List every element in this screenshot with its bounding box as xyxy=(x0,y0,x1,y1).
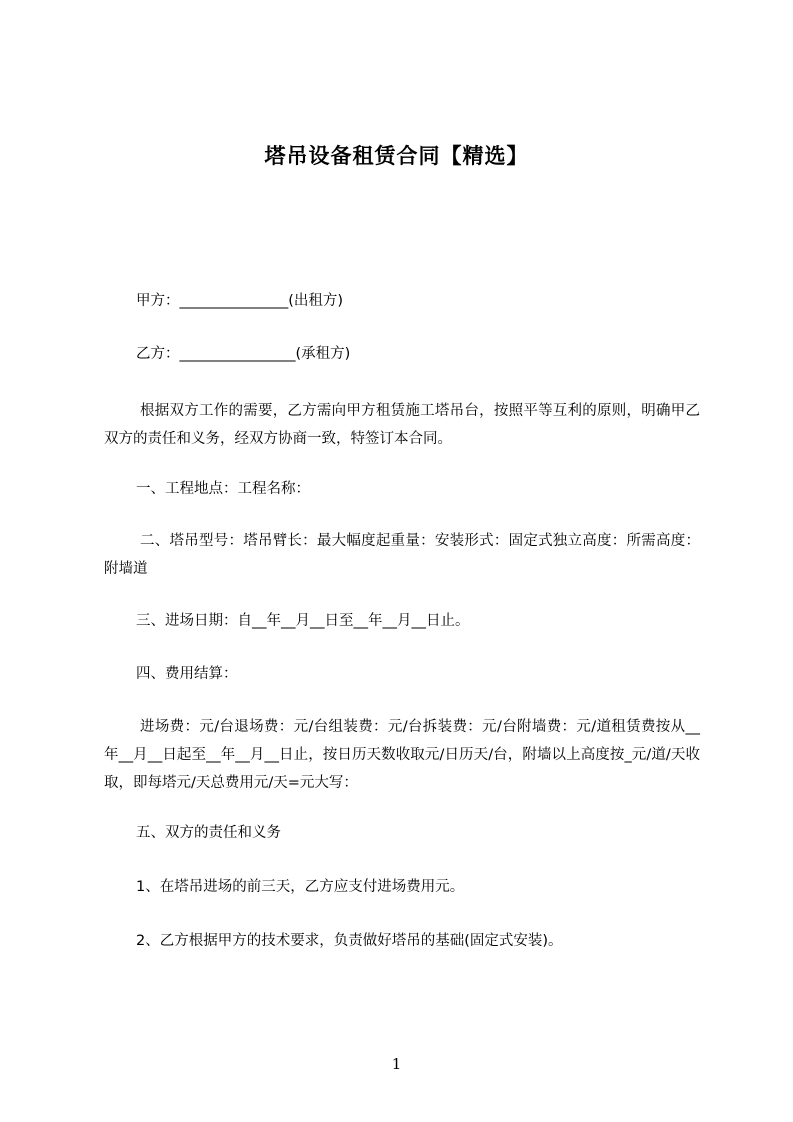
item-1-paragraph: 1、在塔吊进场的前三天，乙方应支付进场费用元。 xyxy=(136,879,465,895)
section-5-heading: 五、双方的责任和义务 xyxy=(136,825,281,841)
fees-paragraph: 进场费：元/台退场费：元/台组装费：元/台拆装费：元/台附墙费：元/道租赁费按从__年__月__日起至__年__月__日止，按日历天数收取元/日历天/台，附墙以上高度按_元/道/天收取，即每塔元/天总费用元/天=元大写： xyxy=(104,719,700,791)
section-4-heading: 四、费用结算： xyxy=(136,666,238,682)
item-2-paragraph: 2、乙方根据甲方的技术要求，负责做好塔吊的基础(固定式安装)。 xyxy=(136,933,563,949)
party-a-line: 甲方：_______________(出租方) xyxy=(136,293,344,309)
intro-paragraph: 根据双方工作的需要，乙方需向甲方租赁施工塔吊台，按照平等互利的原则，明确甲乙双方的责任和义务，经双方协商一致，特签订本合同。 xyxy=(104,403,700,447)
section-3-paragraph: 三、进场日期：自__年__月__日至__年__月__日止。 xyxy=(136,613,470,629)
page-number: 1 xyxy=(391,1055,402,1073)
section-2-paragraph: 二、塔吊型号：塔吊臂长：最大幅度起重量：安装形式：固定式独立高度：所需高度：附墙道 xyxy=(104,533,700,577)
party-b-line: 乙方：________________(承租方) xyxy=(136,346,351,362)
document-title: 塔吊设备租赁合同【精选】 xyxy=(264,144,529,168)
section-1-heading: 一、工程地点：工程名称： xyxy=(136,481,310,497)
